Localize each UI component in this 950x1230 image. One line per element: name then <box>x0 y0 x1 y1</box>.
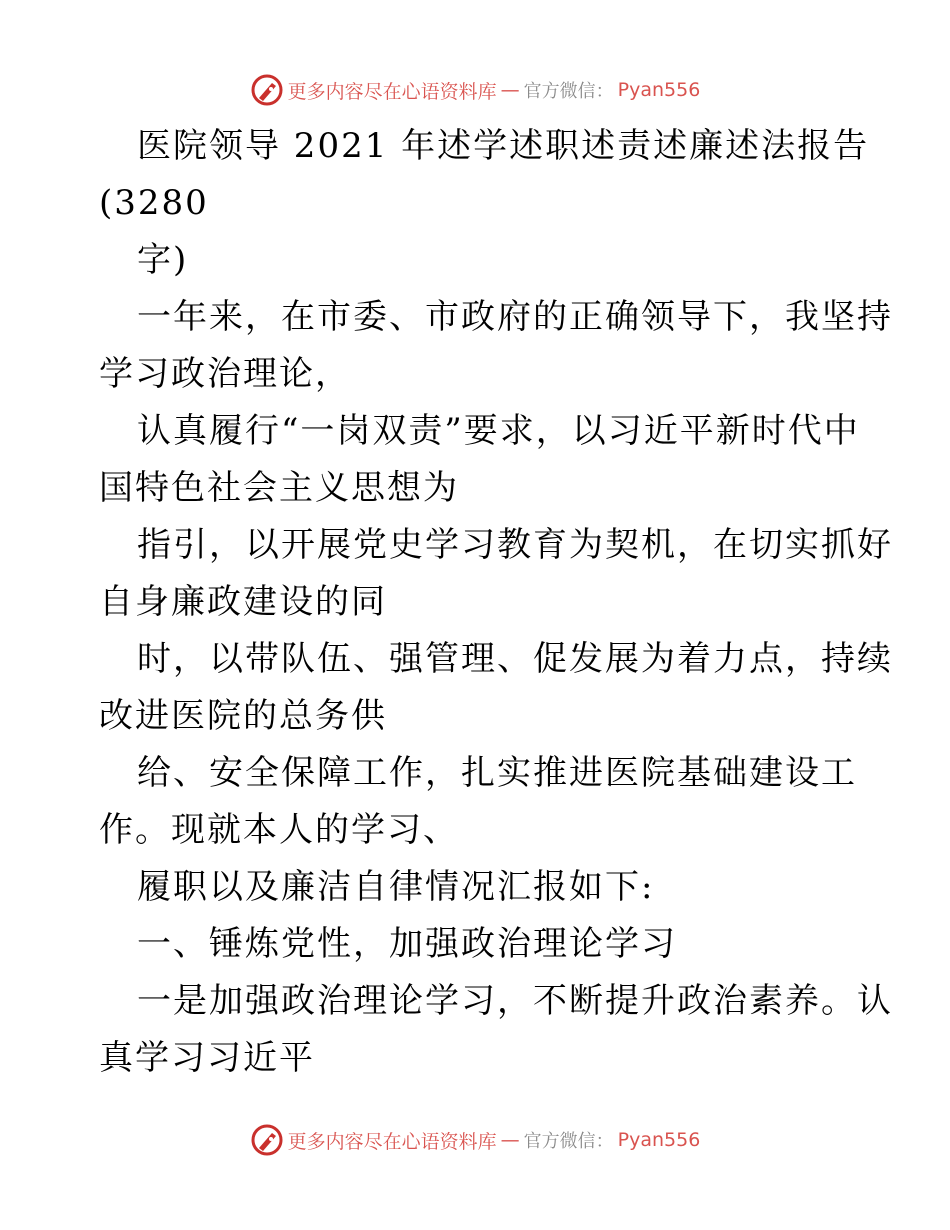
text-line: 真学习习近平 <box>99 1038 315 1078</box>
text-line: (3280 <box>99 183 209 223</box>
header-watermark-banner <box>0 70 950 110</box>
pen-logo-icon <box>250 73 284 107</box>
text-line: 字) <box>137 240 189 280</box>
banner-dash: — <box>500 1129 520 1151</box>
banner-wechat-label: 官方微信： <box>523 1131 614 1152</box>
banner-wechat-id: Pyan556 <box>617 1129 701 1151</box>
text-line: 学习政治理论， <box>99 354 351 394</box>
text-line: 自身廉政建设的同 <box>99 582 387 622</box>
footer-watermark-banner <box>0 1120 950 1160</box>
text-line: 作。现就本人的学习、 <box>99 810 459 850</box>
banner-main-text: 更多内容尽在心语资料库 <box>287 1130 497 1153</box>
text-line: 改进医院的总务供 <box>99 696 387 736</box>
text-line: 认真履行“一岗双责”要求，以习近平新时代中 <box>137 411 860 451</box>
text-line: 时，以带队伍、强管理、促发展为着力点，持续 <box>137 639 893 679</box>
text-line: 一年来，在市委、市政府的正确领导下，我坚持 <box>137 297 893 337</box>
pen-logo-icon <box>250 1123 284 1157</box>
text-line: 一是加强政治理论学习，不断提升政治素养。认 <box>137 981 893 1021</box>
text-line: 一、锤炼党性，加强政治理论学习 <box>137 924 677 964</box>
banner-wechat-id: Pyan556 <box>617 79 701 101</box>
text-line: 给、安全保障工作，扎实推进医院基础建设工 <box>137 753 857 793</box>
banner-main-text: 更多内容尽在心语资料库 <box>287 80 497 103</box>
text-line: 指引，以开展党史学习教育为契机，在切实抓好 <box>137 525 893 565</box>
text-line: 国特色社会主义思想为 <box>99 468 459 508</box>
document-title-line: 医院领导 2021 年述学述职述责述廉述法报告 <box>137 126 870 166</box>
text-line: 履职以及廉洁自律情况汇报如下: <box>137 867 655 907</box>
banner-dash: — <box>500 79 520 101</box>
banner-wechat-label: 官方微信： <box>523 81 614 102</box>
document-body <box>99 118 893 1087</box>
